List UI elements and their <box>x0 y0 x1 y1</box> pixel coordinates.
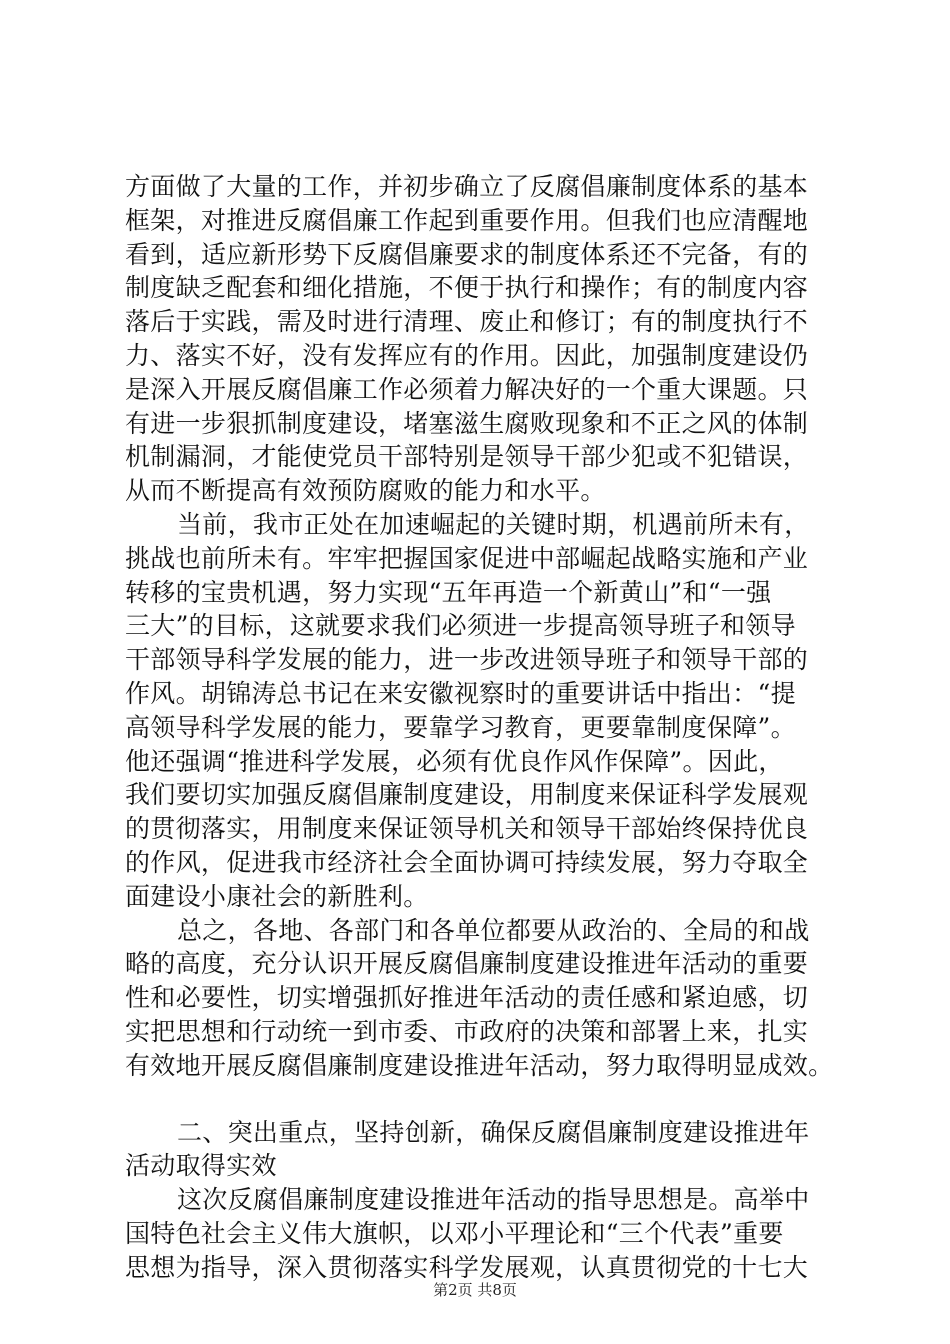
text-line: 他还强调“推进科学发展，必须有优良作风作保障”。因此， <box>125 746 784 776</box>
text-line: 从而不断提高有效预防腐败的能力和水平。 <box>125 476 606 506</box>
text-line: 机制漏洞，才能使党员干部特别是领导干部少犯或不犯错误， <box>125 442 809 472</box>
paragraph-3 <box>125 914 845 1083</box>
page-footer <box>0 1281 950 1299</box>
text-line: 实把思想和行动统一到市委、市政府的决策和部署上来，扎实 <box>125 1016 809 1046</box>
text-line: 三大”的目标，这就要求我们必须进一步提高领导班子和领导 <box>125 611 796 641</box>
text-line: 是深入开展反腐倡廉工作必须着力解决好的一个重大课题。只 <box>125 374 809 404</box>
text-line: 作风。胡锦涛总书记在来安徽视察时的重要讲话中指出：“提 <box>125 678 796 708</box>
text-line: 的作风，促进我市经济社会全面协调可持续发展，努力夺取全 <box>125 847 809 877</box>
text-line: 性和必要性，切实增强抓好推进年活动的责任感和紧迫感，切 <box>125 983 809 1013</box>
document-body <box>125 170 845 1285</box>
text-line: 制度缺乏配套和细化措施，不便于执行和操作；有的制度内容 <box>125 273 809 303</box>
text-line: 当前，我市正处在加速崛起的关键时期，机遇前所未有， <box>177 509 810 539</box>
page-number-label: 第2页 共8页 <box>433 1281 517 1299</box>
text-line: 干部领导科学发展的能力，进一步改进领导班子和领导干部的 <box>125 645 809 675</box>
text-line: 略的高度，充分认识开展反腐倡廉制度建设推进年活动的重要 <box>125 949 809 979</box>
section-heading <box>125 1116 845 1184</box>
text-line: 高领导科学发展的能力，要靠学习教育，更要靠制度保障”。 <box>125 712 796 742</box>
paragraph-1 <box>125 170 845 508</box>
text-line: 有效地开展反腐倡廉制度建设推进年活动，努力取得明显成效。 <box>125 1050 834 1080</box>
paragraph-gap <box>125 1083 845 1116</box>
text-line: 这次反腐倡廉制度建设推进年活动的指导思想是。高举中 <box>177 1185 810 1215</box>
text-line: 挑战也前所未有。牢牢把握国家促进中部崛起战略实施和产业 <box>125 543 809 573</box>
text-line: 看到，适应新形势下反腐倡廉要求的制度体系还不完备，有的 <box>125 239 809 269</box>
text-line: 转移的宝贵机遇，努力实现“五年再造一个新黄山”和“一强 <box>125 577 772 607</box>
text-line: 有进一步狠抓制度建设，堵塞滋生腐败现象和不正之风的体制 <box>125 408 809 438</box>
text-line: 总之，各地、各部门和各单位都要从政治的、全局的和战 <box>177 915 810 945</box>
text-line: 落后于实践，需及时进行清理、废止和修订；有的制度执行不 <box>125 307 809 337</box>
heading-line: 活动取得实效 <box>125 1151 277 1181</box>
text-line: 框架，对推进反腐倡廉工作起到重要作用。但我们也应清醒地 <box>125 205 809 235</box>
text-line: 方面做了大量的工作，并初步确立了反腐倡廉制度体系的基本 <box>125 172 809 201</box>
text-line: 力、落实不好，没有发挥应有的作用。因此，加强制度建设仍 <box>125 340 809 370</box>
heading-line: 二、突出重点，坚持创新，确保反腐倡廉制度建设推进年 <box>177 1117 810 1147</box>
text-line: 思想为指导，深入贯彻落实科学发展观，认真贯彻党的十七大 <box>125 1252 809 1282</box>
text-line: 我们要切实加强反腐倡廉制度建设，用制度来保证科学发展观 <box>125 780 809 810</box>
paragraph-2 <box>125 508 845 914</box>
text-line: 面建设小康社会的新胜利。 <box>125 881 429 911</box>
text-line: 国特色社会主义伟大旗帜，以邓小平理论和“三个代表”重要 <box>125 1218 784 1248</box>
paragraph-5 <box>125 1183 845 1284</box>
text-line: 的贯彻落实，用制度来保证领导机关和领导干部始终保持优良 <box>125 814 809 844</box>
